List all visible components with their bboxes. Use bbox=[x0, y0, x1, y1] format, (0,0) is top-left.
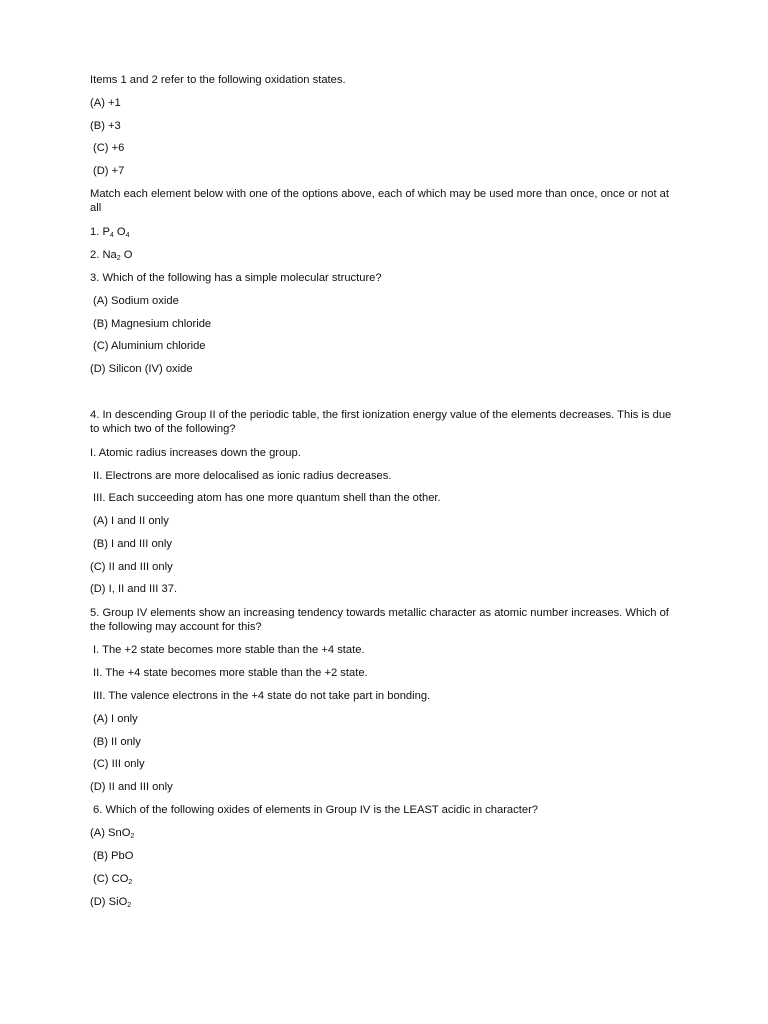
q3-option-c: (C) Aluminium chloride bbox=[93, 340, 206, 352]
q5-option-d: (D) II and III only bbox=[90, 781, 173, 793]
q5-option-b: (B) II only bbox=[93, 736, 141, 748]
question-4-stem: 4. In descending Group II of the periodic table, the first ionization energy value of the elements decreases. This is due to which two of the following? bbox=[90, 409, 672, 435]
question-6-stem: 6. Which of the following oxides of elements in Group IV is the LEAST acidic in character? bbox=[93, 804, 539, 816]
q3-option-a: (A) Sodium oxide bbox=[93, 295, 179, 307]
q3-option-d: (D) Silicon (IV) oxide bbox=[90, 363, 193, 375]
q5-statement-1: I. The +2 state becomes more stable than the +4 state. bbox=[93, 644, 365, 656]
q6-option-c: (C) $CO_2$ bbox=[93, 873, 133, 886]
oxidation-option-a: (A) +1 bbox=[90, 97, 121, 109]
question-5-stem: 5. Group IV elements show an increasing tendency towards metallic character as atomic number increases. Which of the following may account for this? bbox=[90, 607, 669, 633]
q4-option-a: (A) I and II only bbox=[93, 515, 169, 527]
q4-statement-1: I. Atomic radius increases down the group. bbox=[90, 447, 301, 459]
q6-option-d: (D) SiO$_2$ bbox=[90, 896, 132, 909]
oxidation-option-d: (D) +7 bbox=[93, 165, 125, 177]
match-instruction: Match each element below with one of the options above, each of which may be used more than once, once or not at all bbox=[90, 188, 669, 214]
q5-statement-3: III. The valence electrons in the +4 state do not take part in bonding. bbox=[93, 690, 431, 702]
q5-option-c: (C) III only bbox=[93, 758, 145, 770]
oxidation-option-b: (B) +3 bbox=[90, 120, 121, 132]
q5-option-a: (A) I only bbox=[93, 713, 138, 725]
q6-option-b: (B) PbO bbox=[93, 850, 134, 862]
q4-statement-2: II. Electrons are more delocalised as ionic radius decreases. bbox=[93, 470, 392, 482]
question-3-stem: 3. Which of the following has a simple molecular structure? bbox=[90, 272, 382, 284]
q3-option-b: (B) Magnesium chloride bbox=[93, 318, 212, 330]
q5-statement-2: II. The +4 state becomes more stable than the +2 state. bbox=[93, 667, 368, 679]
q4-option-d: (D) I, II and III 37. bbox=[90, 583, 178, 595]
q6-option-a: (A) SnO$_2$ bbox=[90, 827, 135, 840]
intro-text: Items 1 and 2 refer to the following oxidation states. bbox=[90, 74, 346, 86]
item-2: 2. $Na_2$ O bbox=[90, 249, 133, 262]
q4-option-b: (B) I and III only bbox=[93, 538, 172, 550]
oxidation-option-c: (C) +6 bbox=[93, 142, 125, 154]
item-1: 1. $P_4$ $O_4$ bbox=[90, 226, 130, 239]
q4-statement-3: III. Each succeeding atom has one more quantum shell than the other. bbox=[93, 492, 441, 504]
q4-option-c: (C) II and III only bbox=[90, 561, 173, 573]
